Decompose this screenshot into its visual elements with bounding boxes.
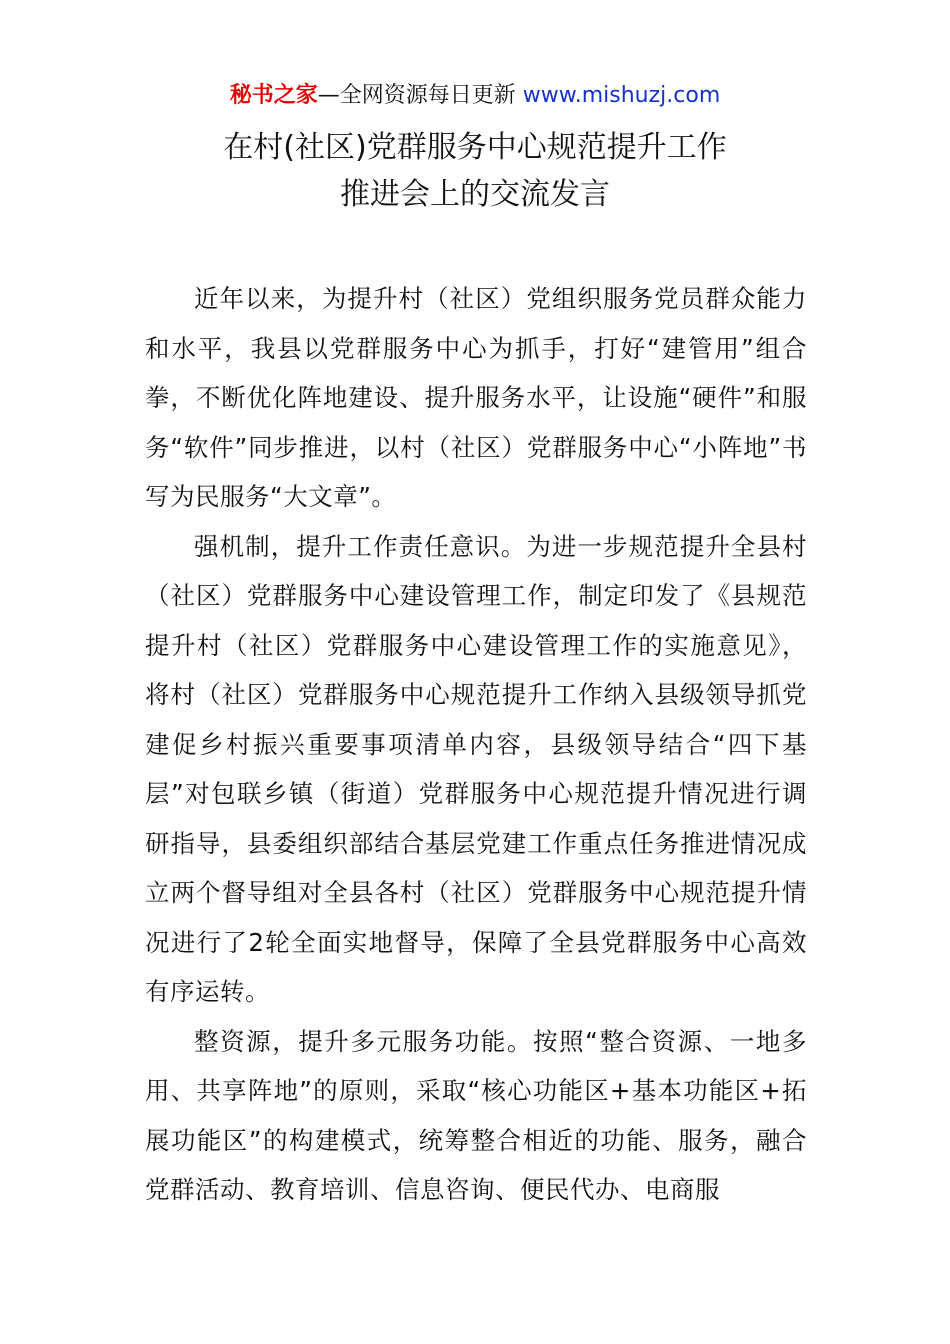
paragraph-text: 按照“整合资源、一地多用、共享阵地”的原则，采取“核心功能区+基本功能区+拓展功能区”的构建模式，统筹整合相近的功能、服务，融合党群活动、教育培训、信息咨询、便民代办、电商服: [145, 1026, 807, 1204]
paragraph-text: 为进一步规范提升全县村（社区）党群服务中心建设管理工作，制定印发了《县规范提升村（社区）党群服务中心建设管理工作的实施意见》，将村（社区）党群服务中心规范提升工作纳入县级领导抓党建促乡村振兴重要事项清单内容，县级领导结合“四下基层”对包联乡镇（街道）党群服务中心规范提升情况进行调研指导，县委组织部结合基层党建工作重点任务推进情况成立两个督导组对全县各村（社区）党群服务中心规范提升情况进行了2轮全面实地督导，保障了全县党群服务中心高效有序运转。: [145, 531, 808, 1006]
title-line-2: 推进会上的交流发言: [340, 177, 610, 212]
paragraph-lead: 强机制，提升工作责任意识。: [194, 531, 527, 561]
brand-name: 秘书之家: [229, 83, 318, 108]
site-header: [0, 80, 950, 112]
document-title: [0, 124, 950, 218]
title-line-1: 在村(社区)党群服务中心规范提升工作: [223, 130, 727, 165]
paragraph-intro: [145, 274, 807, 522]
header-tagline: —全网资源每日更新: [317, 83, 523, 108]
paragraph-lead: 整资源，提升多元服务功能。: [194, 1026, 534, 1056]
paragraph-text: 近年以来，为提升村（社区）党组织服务党员群众能力和水平，我县以党群服务中心为抓手，打好“建管用”组合拳，不断优化阵地建设、提升服务水平，让设施“硬件”和服务“软件”同步推进，以村（社区）党群服务中心“小阵地”书写为民服务“大文章”。: [145, 284, 807, 511]
document-body: [145, 274, 807, 1215]
site-url-link[interactable]: www.mishuzj.com: [522, 83, 721, 108]
paragraph-mechanism: [145, 522, 807, 1017]
paragraph-resources: [145, 1017, 807, 1215]
